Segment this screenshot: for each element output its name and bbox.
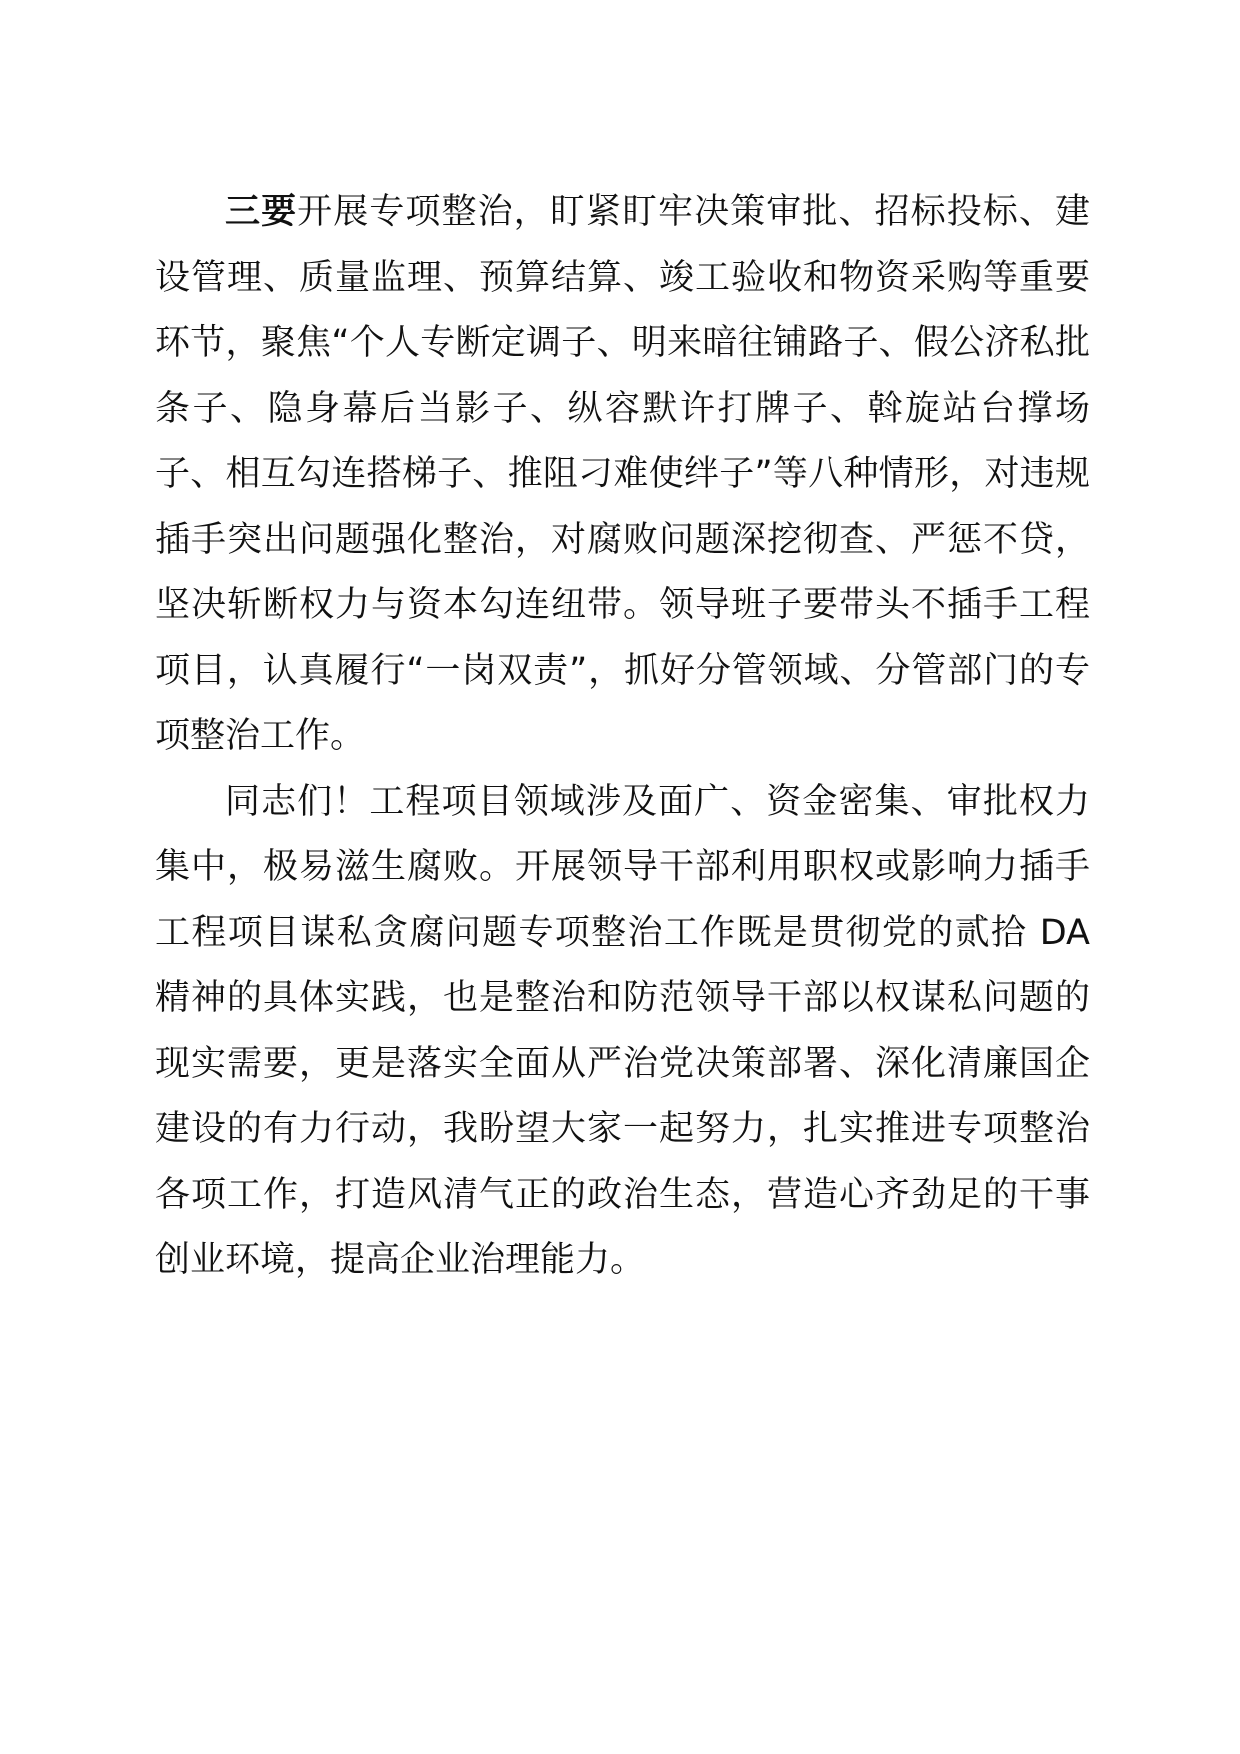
paragraph-text: 同志们！工程项目领域涉及面广、资金密集、审批权力集中，极易滋生腐败。开展领导干部利用职权或影响力插手工程项目谋私贪腐问题专项整治工作既是贯彻党的贰拾 DA 精神的具体实践，也是整治和防范领导干部以权谋私问题的现实需要，更是落实全面从严治党决策部署、深化清廉国企建设的有力行动，我盼望大家一起努力，扎实推进专项整治各项工作，打造风清气正的政治生态，营造心齐劲足的干事创业环境，提高企业治理能力。 [155, 781, 1090, 1280]
paragraph-lead: 三要 [225, 192, 298, 232]
paragraph-closing-remarks [155, 770, 1090, 1294]
paragraph-text: 开展专项整治，盯紧盯牢决策审批、招标投标、建设管理、质量监理、预算结算、竣工验收和物资采购等重要环节，聚焦“个人专断定调子、明来暗往铺路子、假公济私批条子、隐身幕后当影子、纵容默许打牌子、斡旋站台撑场子、相互勾连搭梯子、推阻刁难使绊子”等八种情形，对违规插手突出问题强化整治，对腐败问题深挖彻查、严惩不贷，坚决斩断权力与资本勾连纽带。领导班子要带头不插手工程项目，认真履行“一岗双责”，抓好分管领域、分管部门的专项整治工作。 [155, 192, 1090, 756]
document-body [155, 180, 1090, 1294]
paragraph-special-rectification [155, 180, 1090, 770]
